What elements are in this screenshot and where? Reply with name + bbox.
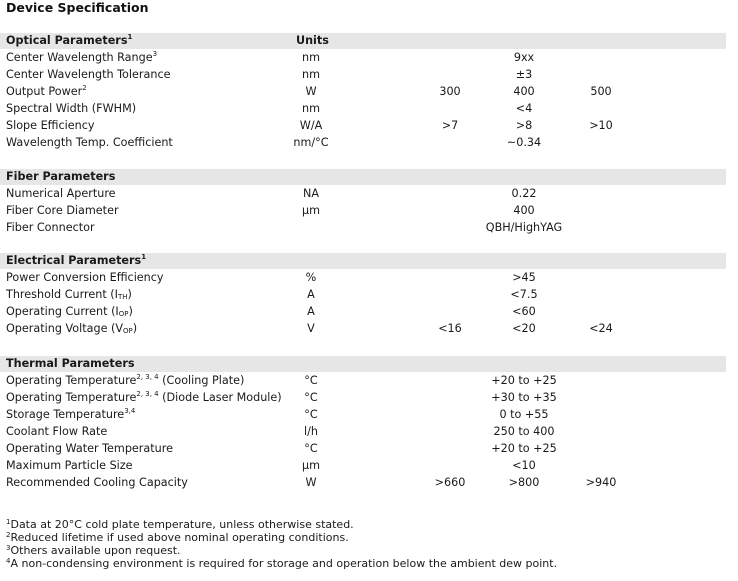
- value: >10: [589, 119, 613, 132]
- value: >7: [441, 119, 459, 132]
- unit-value: nm: [302, 51, 320, 64]
- parameter-name: [6, 288, 132, 301]
- value: ±3: [515, 68, 533, 81]
- table-row: [0, 50, 726, 67]
- value: >800: [508, 476, 540, 489]
- parameter-label: Numerical Aperture: [6, 187, 116, 200]
- footnotes: [6, 518, 557, 570]
- unit-value: W: [305, 476, 317, 489]
- footnote: [6, 544, 557, 557]
- parameter-name: [6, 408, 135, 421]
- value: >8: [515, 119, 533, 132]
- footnote: [6, 518, 557, 531]
- value: +20 to +25: [491, 374, 557, 387]
- subscript: TH: [117, 293, 128, 301]
- value: >940: [585, 476, 617, 489]
- value: <24: [589, 322, 613, 335]
- parameter-name: [6, 425, 107, 438]
- parameter-name: [6, 305, 133, 318]
- parameter-name: [6, 271, 164, 284]
- parameter-label: Operating Current (I: [6, 305, 119, 318]
- parameter-label: Operating Temperature: [6, 391, 137, 404]
- footnote: [6, 557, 557, 570]
- footnote-ref: 3,4: [124, 407, 136, 415]
- unit-value: nm/°C: [293, 136, 329, 149]
- parameter-suffix: (Cooling Plate): [158, 374, 245, 387]
- table-row: [0, 101, 726, 118]
- table-row: [0, 321, 726, 338]
- unit-value: µm: [301, 204, 321, 217]
- value: 9xx: [513, 51, 535, 64]
- value: 300: [439, 85, 461, 98]
- footnote-number: 3: [6, 544, 11, 552]
- table-row: [0, 407, 726, 424]
- unit-value: µm: [301, 459, 321, 472]
- value: 0 to +55: [499, 408, 549, 421]
- value: <60: [512, 305, 536, 318]
- footnote-text: Data at 20°C cold plate temperature, unless otherwise stated.: [10, 518, 354, 531]
- parameter-suffix: ): [132, 322, 138, 335]
- unit-value: °C: [304, 374, 318, 387]
- section-title: [6, 170, 115, 183]
- parameter-label: Spectral Width (FWHM): [6, 102, 137, 115]
- unit-value: nm: [302, 68, 320, 81]
- footnote: [6, 531, 557, 544]
- parameter-label: Center Wavelength Tolerance: [6, 68, 171, 81]
- unit-value: W/A: [299, 119, 323, 132]
- parameter-name: [6, 187, 116, 200]
- table-row: [0, 390, 726, 407]
- footnote-ref: 2, 3, 4: [136, 390, 159, 398]
- unit-value: A: [307, 288, 315, 301]
- value: QBH/HighYAG: [485, 221, 563, 234]
- footnote-number: 2: [6, 531, 11, 539]
- value: <20: [512, 322, 536, 335]
- unit-value: °C: [304, 408, 318, 421]
- parameter-name: [6, 102, 136, 115]
- unit-value: %: [305, 271, 317, 284]
- parameter-label: Operating Water Temperature: [6, 442, 173, 455]
- parameter-name: [6, 204, 119, 217]
- parameter-label: Threshold Current (I: [6, 288, 118, 301]
- parameter-name: [6, 51, 157, 64]
- parameter-name: [6, 476, 188, 489]
- section-header-fiber: [0, 169, 726, 185]
- section-header-thermal: [0, 356, 726, 372]
- value: <16: [438, 322, 462, 335]
- parameter-label: Maximum Particle Size: [6, 459, 133, 472]
- section-title-text: Thermal Parameters: [6, 357, 135, 370]
- footnote-ref: 2: [82, 84, 87, 92]
- value: +20 to +25: [491, 442, 557, 455]
- page-title: Device Specification: [6, 0, 149, 15]
- table-row: [0, 373, 726, 390]
- footnote-number: 1: [6, 518, 11, 526]
- parameter-label: Fiber Core Diameter: [6, 204, 119, 217]
- parameter-name: [6, 442, 173, 455]
- value: <4: [515, 102, 533, 115]
- table-row: [0, 270, 726, 287]
- parameter-name: [6, 459, 133, 472]
- parameter-label: Power Conversion Efficiency: [6, 271, 164, 284]
- table-row: [0, 287, 726, 304]
- value: >660: [434, 476, 466, 489]
- unit-value: l/h: [304, 425, 318, 438]
- parameter-name: [6, 374, 244, 387]
- parameter-name: [6, 322, 137, 335]
- parameter-label: Output Power: [6, 85, 83, 98]
- section-title-text: Electrical Parameters: [6, 254, 142, 267]
- unit-value: NA: [302, 187, 320, 200]
- value: 0.22: [511, 187, 537, 200]
- section-title: [6, 357, 135, 370]
- table-row: [0, 118, 726, 135]
- value: 500: [590, 85, 612, 98]
- footnote-number: 4: [6, 557, 11, 565]
- value: >45: [512, 271, 536, 284]
- parameter-name: [6, 391, 282, 404]
- table-row: [0, 186, 726, 203]
- unit-value: nm: [302, 102, 320, 115]
- table-row: [0, 135, 726, 152]
- footnote-ref: 1: [127, 33, 133, 41]
- section-title: [6, 254, 146, 267]
- parameter-suffix: ): [128, 305, 133, 318]
- subscript: OP: [123, 327, 133, 335]
- table-row: [0, 67, 726, 84]
- value: <10: [512, 459, 536, 472]
- value: 400: [513, 85, 535, 98]
- parameter-name: [6, 85, 87, 98]
- parameter-name: [6, 221, 95, 234]
- subscript: OP: [118, 310, 129, 318]
- unit-value: °C: [304, 442, 318, 455]
- parameter-label: Wavelength Temp. Coefficient: [6, 136, 173, 149]
- table-row: [0, 424, 726, 441]
- table-row: [0, 304, 726, 321]
- unit-value: °C: [304, 391, 318, 404]
- unit-value: W: [305, 85, 317, 98]
- section-title-text: Optical Parameters: [6, 34, 128, 47]
- value: +30 to +35: [491, 391, 557, 404]
- parameter-label: Operating Temperature: [6, 374, 137, 387]
- parameter-suffix: ): [127, 288, 132, 301]
- parameter-label: Coolant Flow Rate: [6, 425, 108, 438]
- table-row: [0, 203, 726, 220]
- unit-value: V: [307, 322, 315, 335]
- parameter-label: Center Wavelength Range: [6, 51, 153, 64]
- footnote-text: A non-condensing environment is required for storage and operation below the ambient dew point.: [10, 557, 558, 570]
- section-title-text: Fiber Parameters: [6, 170, 116, 183]
- section-header-optical: [0, 33, 726, 49]
- parameter-name: [6, 68, 170, 81]
- parameter-label: Recommended Cooling Capacity: [6, 476, 188, 489]
- value: ~0.34: [506, 136, 542, 149]
- value: 400: [513, 204, 535, 217]
- section-header-electrical: [0, 253, 726, 269]
- table-row: [0, 220, 726, 237]
- section-title: [6, 34, 132, 47]
- parameter-label: Operating Voltage (V: [6, 322, 124, 335]
- footnote-ref: 2, 3, 4: [136, 373, 159, 381]
- value: 250 to 400: [493, 425, 555, 438]
- unit-value: A: [307, 305, 315, 318]
- table-row: [0, 458, 726, 475]
- footnote-ref: 1: [141, 253, 147, 261]
- footnote-text: Reduced lifetime if used above nominal operating conditions.: [10, 531, 349, 544]
- parameter-label: Slope Efficiency: [6, 119, 95, 132]
- parameter-name: [6, 136, 173, 149]
- table-row: [0, 441, 726, 458]
- parameter-label: Storage Temperature: [6, 408, 125, 421]
- table-row: [0, 475, 726, 492]
- table-row: [0, 84, 726, 101]
- footnote-ref: 3: [152, 50, 158, 58]
- footnote-text: Others available upon request.: [10, 544, 181, 557]
- parameter-name: [6, 119, 94, 132]
- parameter-suffix: (Diode Laser Module): [158, 391, 282, 404]
- parameter-label: Fiber Connector: [6, 221, 95, 234]
- units-header: Units: [296, 34, 329, 47]
- value: <7.5: [510, 288, 538, 301]
